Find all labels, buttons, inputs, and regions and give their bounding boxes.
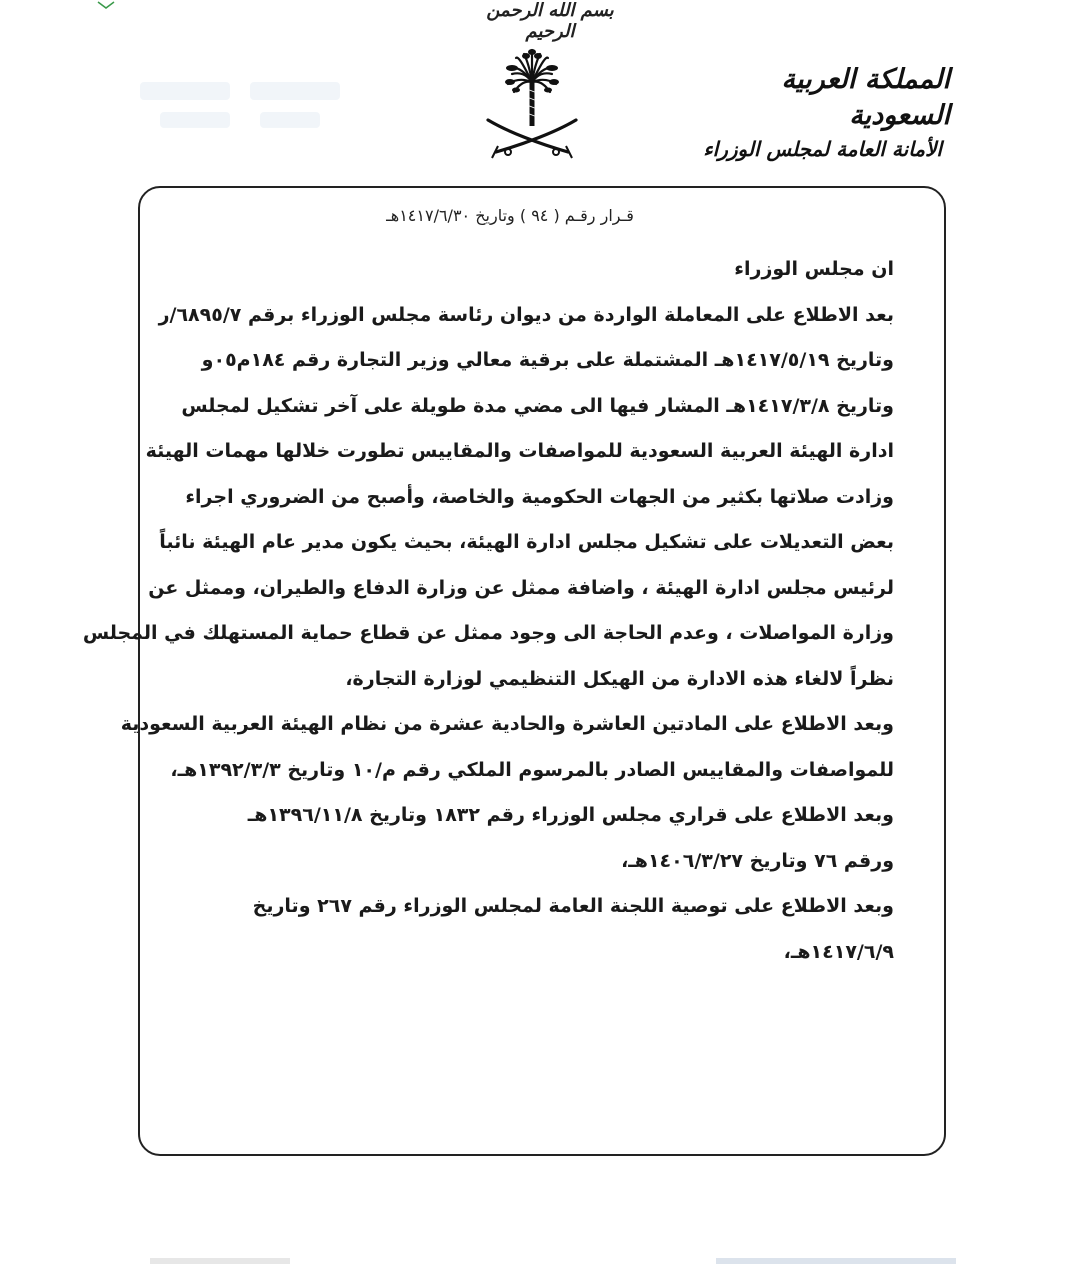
body-line: لرئيس مجلس ادارة الهيئة ، واضافة ممثل عن وزارة الدفاع والطيران، وممثل عن xyxy=(148,576,894,599)
body-line: للمواصفات والمقاييس الصادر بالمرسوم الملكي رقم م/١٠ وتاريخ ١٣٩٢/٣/٣هـ، xyxy=(170,758,894,781)
decision-heading: قـرار رقـم ( ٩٤ ) وتاريخ ١٤١٧/٦/٣٠هـ xyxy=(386,206,634,225)
body-line: ان مجلس الوزراء xyxy=(734,258,894,280)
body-line: ادارة الهيئة العربية السعودية للمواصفات والمقاييس تطورت خلالها مهمات الهيئة xyxy=(145,440,894,462)
secretariat-name: الأمانة العامة لمجلس الوزراء xyxy=(703,137,942,161)
body-line: نظراً لالغاء هذه الادارة من الهيكل التنظيمي لوزارة التجارة، xyxy=(345,667,894,690)
body-line: وبعد الاطلاع على قراري مجلس الوزراء رقم ١٨٣٢ وتاريخ ١٣٩٦/١١/٨هـ xyxy=(247,804,894,826)
body-line: ١٤١٧/٦/٩هـ، xyxy=(783,940,894,963)
body-line: وتاريخ ١٤١٧/٣/٨هـ المشار فيها الى مضي مدة طويلة على آخر تشكيل لمجلس xyxy=(181,394,894,417)
corner-mark-icon xyxy=(96,0,116,10)
body-line: وبعد الاطلاع على المادتين العاشرة والحادية عشرة من نظام الهيئة العربية السعودية xyxy=(120,713,894,735)
footer-strip-right xyxy=(716,1258,956,1264)
decision-body xyxy=(82,247,894,975)
body-line: بعد الاطلاع على المعاملة الواردة من ديوان رئاسة مجلس الوزراء برقم ٦٨٩٥/٧/ر xyxy=(158,303,894,326)
body-line: وزادت صلاتها بكثير من الجهات الحكومية والخاصة، وأصبح من الضروري اجراء xyxy=(185,485,894,508)
body-line: وتاريخ ١٤١٧/٥/١٩هـ المشتملة على برقية معالي وزير التجارة رقم ١٨٤م٠٥و xyxy=(201,349,894,371)
body-line: وبعد الاطلاع على توصية اللجنة العامة لمجلس الوزراء رقم ٢٦٧ وتاريخ xyxy=(252,895,894,917)
kingdom-name: المملكة العربية السعودية xyxy=(781,64,950,131)
faded-watermark xyxy=(140,72,340,142)
saudi-emblem-icon xyxy=(482,40,582,160)
letterhead xyxy=(690,62,950,164)
basmala: بسم الله الرحمن الرحيم xyxy=(486,0,614,42)
footer-strip-left xyxy=(150,1258,290,1264)
body-line: ورقم ٧٦ وتاريخ ١٤٠٦/٣/٢٧هـ، xyxy=(621,849,894,872)
body-line: وزارة المواصلات ، وعدم الحاجة الى وجود ممثل عن قطاع حماية المستهلك في المجلس xyxy=(82,622,894,644)
body-line: بعض التعديلات على تشكيل مجلس ادارة الهيئة، بحيث يكون مدير عام الهيئة نائباً xyxy=(159,531,894,553)
